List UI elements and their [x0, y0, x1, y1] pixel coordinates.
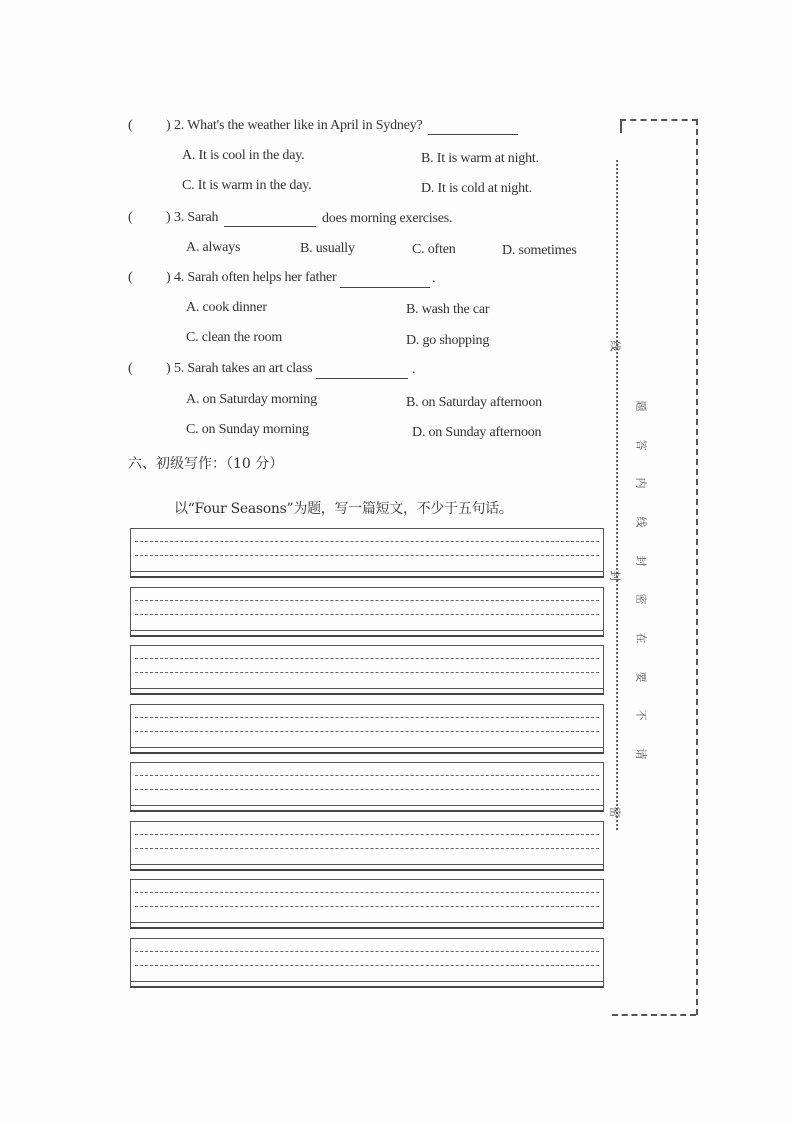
answer-paren-close-q2: )	[166, 118, 171, 133]
writing-base-line	[131, 571, 603, 572]
writing-box[interactable]	[130, 587, 604, 637]
writing-box[interactable]	[130, 762, 604, 812]
writing-box[interactable]	[130, 528, 604, 578]
seal-notice-char: 请	[634, 748, 648, 760]
answer-paren-open-q3: (	[128, 210, 133, 225]
writing-base-line	[131, 981, 603, 982]
writing-instruction: 以“Four Seasons”为题，写一篇短文，不少于五句话。	[174, 501, 513, 517]
question-2-text: 2. What's the weather like in April in Sydney?	[174, 118, 423, 133]
question-2-option-c[interactable]: C. It is warm in the day.	[182, 178, 312, 193]
question-4-text: 4. Sarah often helps her father	[174, 270, 337, 285]
question-5-blank[interactable]	[316, 364, 408, 379]
writing-dashed-line	[135, 600, 599, 601]
writing-base-line	[131, 864, 603, 865]
seal-notice-char: 内	[634, 477, 648, 489]
seal-seal-char-2: 密	[608, 806, 622, 818]
question-5-option-d[interactable]: D. on Sunday afternoon	[412, 425, 542, 440]
seal-notice-char: 在	[634, 632, 648, 644]
seal-notice-char: 答	[634, 439, 648, 451]
seal-notice-char: 不	[634, 709, 648, 721]
question-4-option-d[interactable]: D. go shopping	[406, 333, 490, 348]
question-3-text-before: 3. Sarah	[174, 210, 219, 225]
writing-box[interactable]	[130, 821, 604, 871]
writing-base-line	[131, 922, 603, 923]
question-2-option-b[interactable]: B. It is warm at night.	[421, 151, 539, 166]
question-4-option-c[interactable]: C. clean the room	[186, 330, 283, 345]
writing-base-line	[131, 630, 603, 631]
writing-base-line	[131, 805, 603, 806]
writing-dashed-line	[135, 614, 599, 615]
answer-paren-open-q2: (	[128, 118, 133, 133]
question-2-option-d[interactable]: D. It is cold at night.	[421, 181, 532, 196]
writing-dashed-line	[135, 672, 599, 673]
writing-dashed-line	[135, 951, 599, 952]
question-5-option-b[interactable]: B. on Saturday afternoon	[406, 395, 542, 410]
seal-notice-char: 封	[634, 555, 648, 567]
seal-border-right	[696, 119, 698, 1015]
question-3-blank[interactable]	[224, 212, 316, 227]
answer-paren-close-q3: )	[166, 210, 171, 225]
writing-section-title: 六、初级写作：（10 分）	[128, 456, 284, 472]
question-3-text-after: does morning exercises.	[322, 211, 453, 226]
writing-dashed-line	[135, 789, 599, 790]
question-5-end-punct: .	[412, 362, 416, 377]
question-3-option-a[interactable]: A. always	[186, 240, 241, 255]
question-2-option-a[interactable]: A. It is cool in the day.	[182, 148, 305, 163]
writing-dashed-line	[135, 906, 599, 907]
writing-dashed-line	[135, 848, 599, 849]
seal-notice-char: 线	[634, 516, 648, 528]
question-5-text: 5. Sarah takes an art class	[174, 361, 313, 376]
answer-paren-close-q5: )	[166, 361, 171, 376]
writing-box[interactable]	[130, 938, 604, 988]
writing-dashed-line	[135, 892, 599, 893]
seal-border-bottom	[612, 1014, 696, 1016]
seal-notice-char: 密	[634, 593, 648, 605]
seal-corner-tick	[620, 119, 622, 133]
writing-dashed-line	[135, 717, 599, 718]
question-5-option-c[interactable]: C. on Sunday morning	[186, 422, 309, 437]
question-3-option-d[interactable]: D. sometimes	[502, 243, 577, 258]
seal-seal-char: 封	[608, 570, 622, 582]
question-4-end-punct: .	[432, 271, 436, 286]
question-5-option-a[interactable]: A. on Saturday morning	[186, 392, 317, 407]
question-3-option-b[interactable]: B. usually	[300, 241, 355, 256]
seal-dotted-line	[616, 160, 618, 830]
seal-border-top	[620, 119, 698, 121]
writing-dashed-line	[135, 658, 599, 659]
writing-box[interactable]	[130, 704, 604, 754]
question-4-blank[interactable]	[340, 273, 430, 288]
writing-base-line	[131, 688, 603, 689]
writing-dashed-line	[135, 834, 599, 835]
question-2-blank[interactable]	[428, 120, 518, 135]
writing-dashed-line	[135, 731, 599, 732]
question-4-option-a[interactable]: A. cook dinner	[186, 300, 267, 315]
seal-line-char: 线	[608, 340, 622, 352]
writing-dashed-line	[135, 775, 599, 776]
writing-base-line	[131, 747, 603, 748]
seal-notice-char: 题	[634, 400, 648, 412]
writing-dashed-line	[135, 965, 599, 966]
question-4-option-b[interactable]: B. wash the car	[406, 302, 490, 317]
answer-paren-close-q4: )	[166, 270, 171, 285]
answer-paren-open-q4: (	[128, 270, 133, 285]
question-3-option-c[interactable]: C. often	[412, 242, 456, 257]
writing-dashed-line	[135, 555, 599, 556]
answer-paren-open-q5: (	[128, 361, 133, 376]
writing-dashed-line	[135, 541, 599, 542]
seal-notice-char: 要	[634, 671, 648, 683]
writing-box[interactable]	[130, 879, 604, 929]
writing-box[interactable]	[130, 645, 604, 695]
